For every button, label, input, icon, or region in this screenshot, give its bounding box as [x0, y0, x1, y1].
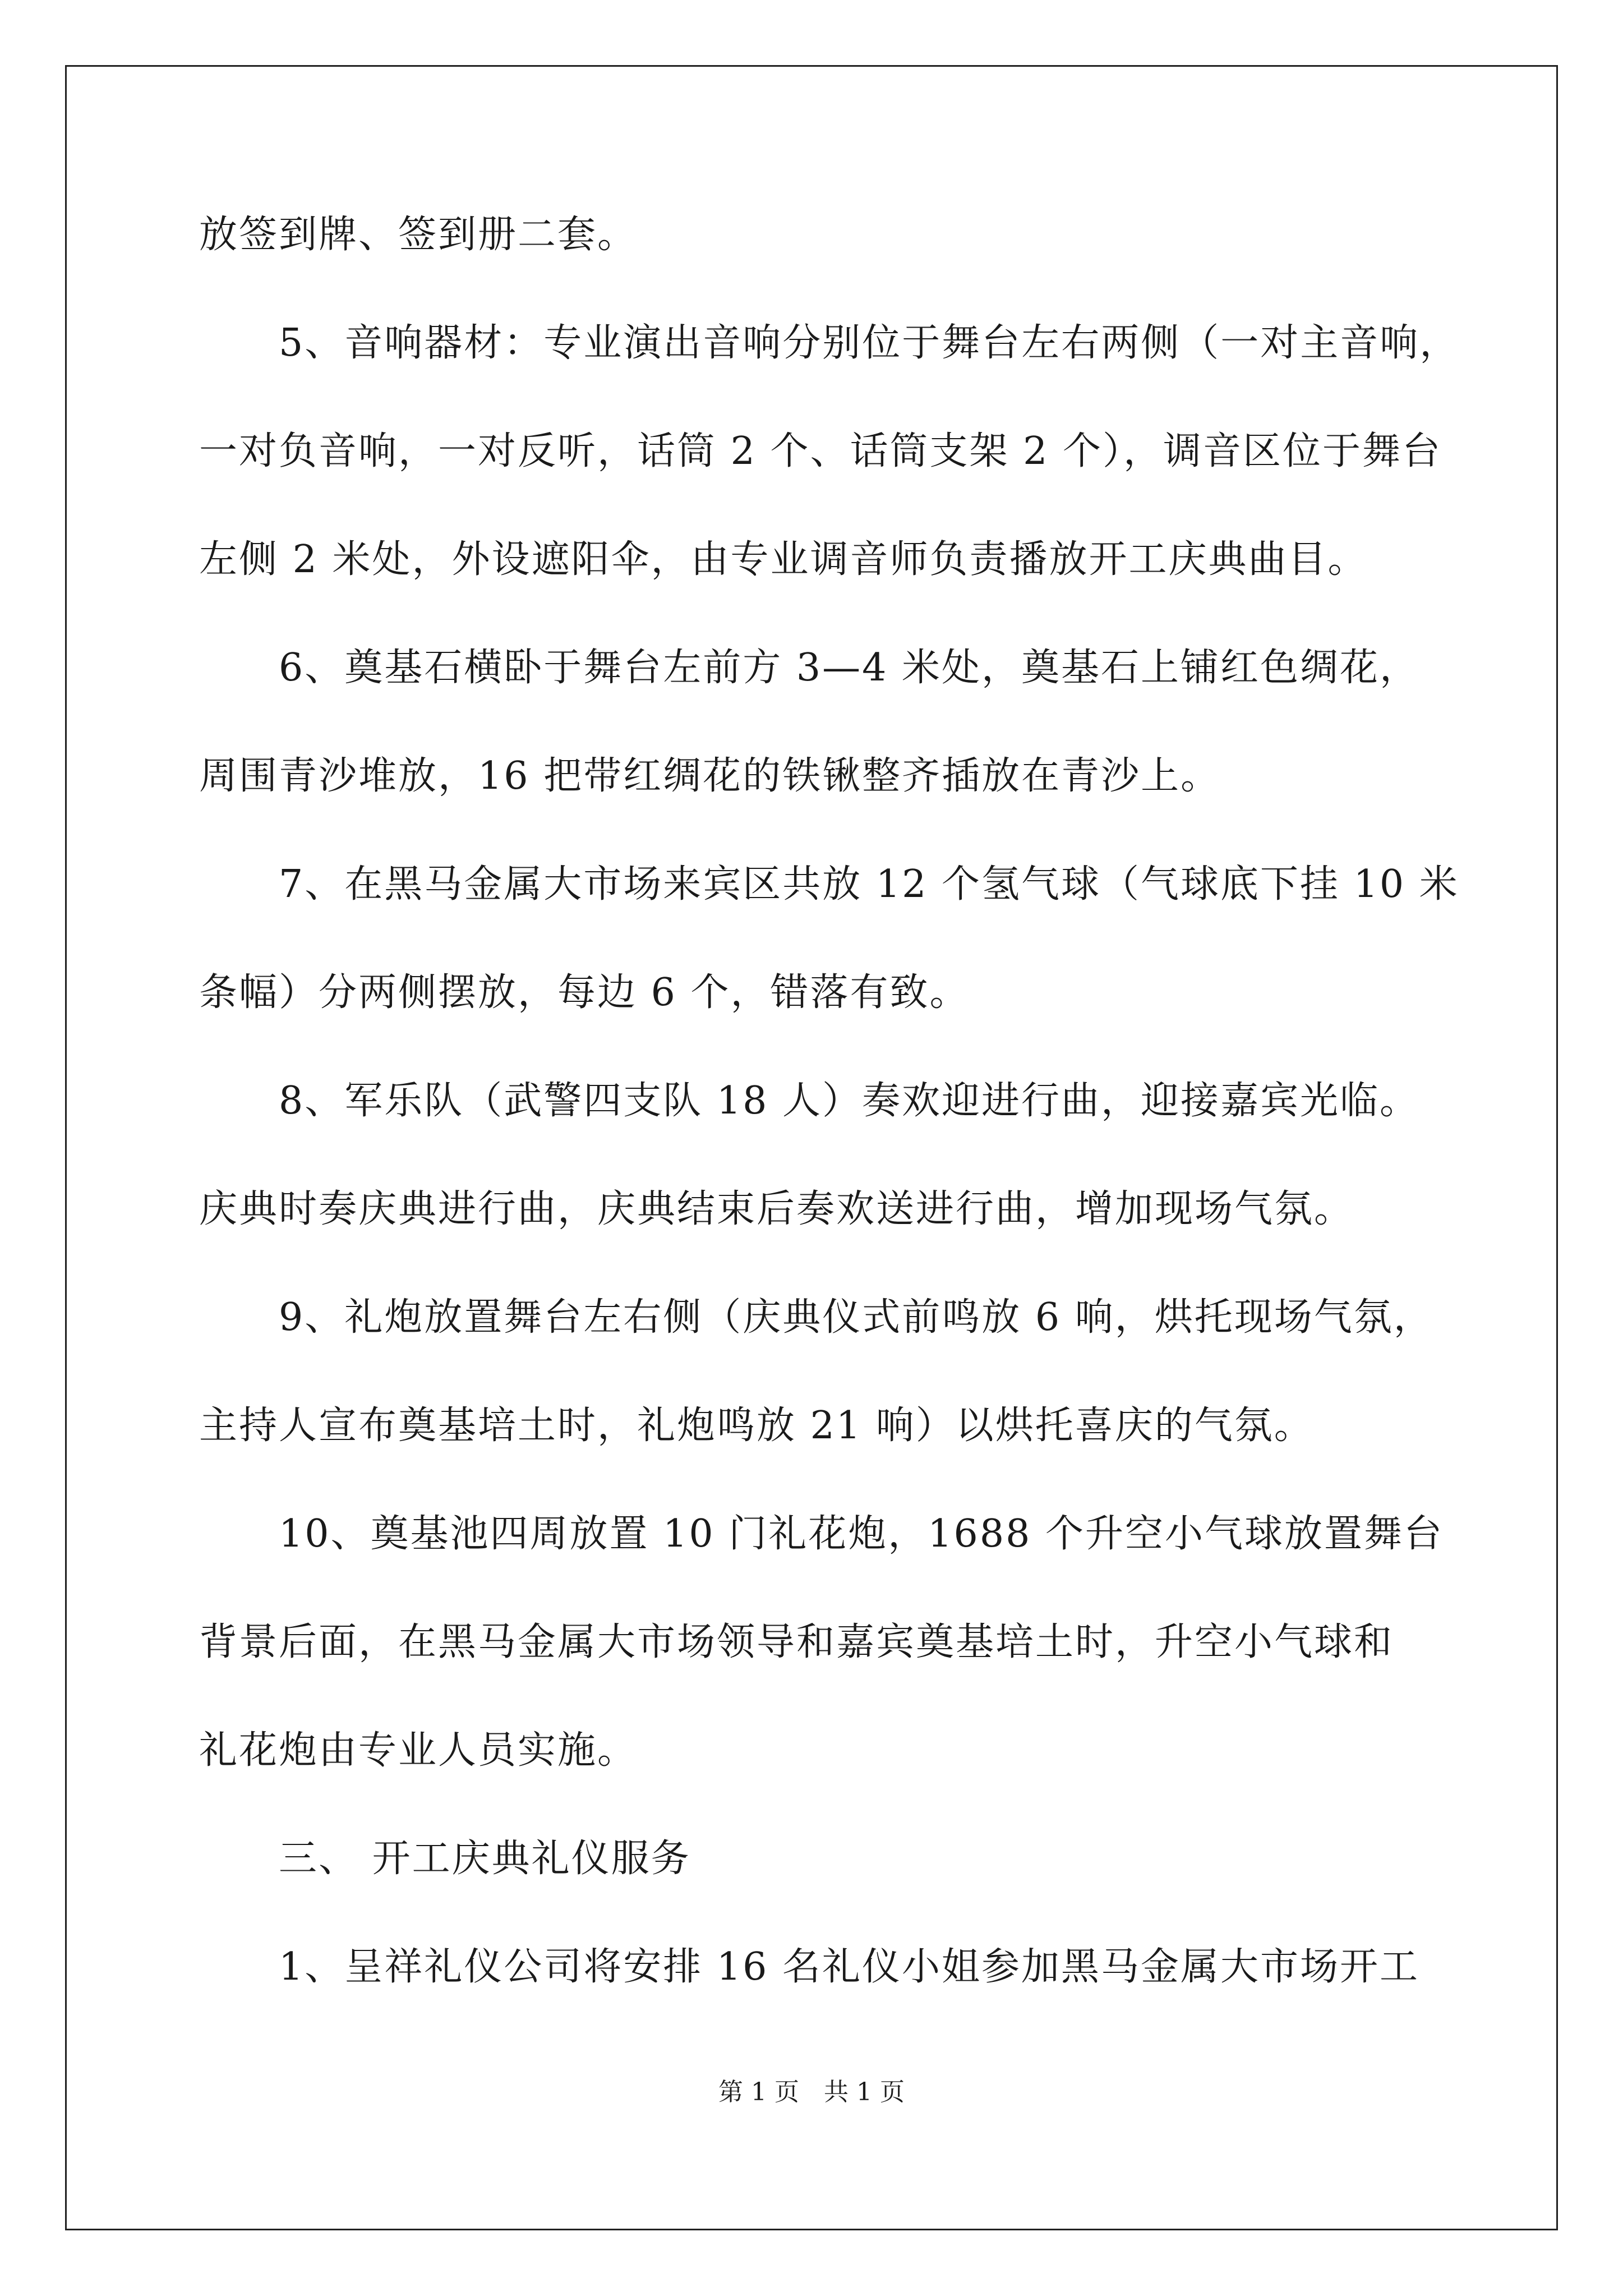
text-line: 三、 开工庆典礼仪服务 — [199, 1837, 691, 1881]
page-border — [65, 65, 1558, 2230]
text-line: 1、呈祥礼仪公司将安排 16 名礼仪小姐参加黑马金属大市场开工 — [199, 1945, 1420, 1989]
text-line: 周围青沙堆放，16 把带红绸花的铁锹整齐插放在青沙上。 — [199, 754, 1221, 798]
text-line: 8、军乐队（武警四支队 18 人）奏欢迎进行曲，迎接嘉宾光临。 — [199, 1079, 1420, 1123]
text-line: 主持人宣布奠基培土时，礼炮鸣放 21 响）以烘托喜庆的气氛。 — [199, 1404, 1314, 1448]
text-line: 条幅）分两侧摆放，每边 6 个，错落有致。 — [199, 970, 970, 1015]
page-number: 第 1 页 共 1 页 — [718, 2078, 905, 2106]
text-line: 一对负音响，一对反听，话筒 2 个、话筒支架 2 个），调音区位于舞台 — [199, 429, 1442, 473]
text-line: 背景后面，在黑马金属大市场领导和嘉宾奠基培土时，升空小气球和 — [199, 1620, 1394, 1664]
page-footer — [0, 2080, 1623, 2105]
text-line: 庆典时奏庆典进行曲，庆典结束后奏欢送进行曲，增加现场气氛。 — [199, 1187, 1354, 1231]
text-line: 5、音响器材：专业演出音响分别位于舞台左右两侧（一对主音响， — [199, 321, 1460, 365]
text-line: 10、奠基池四周放置 10 门礼花炮，1688 个升空小气球放置舞台 — [199, 1512, 1444, 1556]
text-line: 7、在黑马金属大市场来宾区共放 12 个氢气球（气球底下挂 10 米 — [199, 862, 1459, 907]
text-line: 礼花炮由专业人员实施。 — [199, 1728, 638, 1773]
text-line: 9、礼炮放置舞台左右侧（庆典仪式前鸣放 6 响，烘托现场气氛， — [199, 1295, 1433, 1340]
text-line: 6、奠基石横卧于舞台左前方 3—4 米处，奠基石上铺红色绸花， — [199, 646, 1420, 690]
text-line: 左侧 2 米处，外设遮阳伞，由专业调音师负责播放开工庆典曲目。 — [199, 537, 1368, 582]
text-line: 放签到牌、签到册二套。 — [199, 213, 638, 257]
